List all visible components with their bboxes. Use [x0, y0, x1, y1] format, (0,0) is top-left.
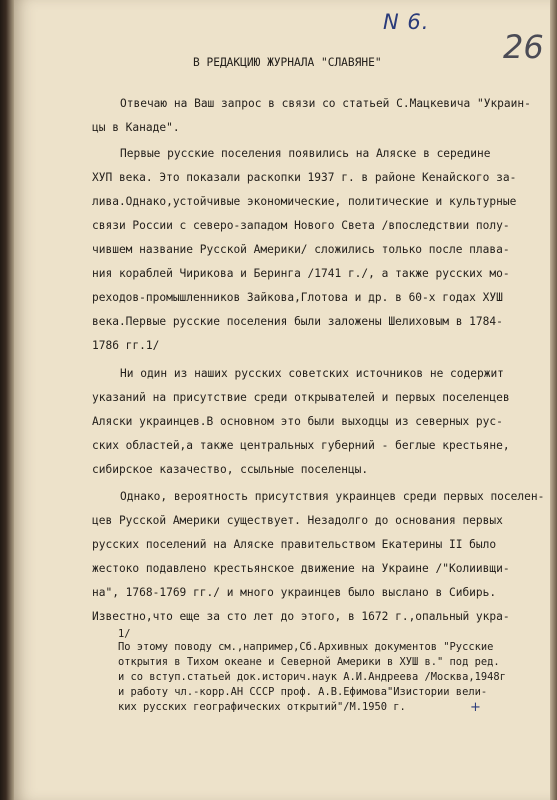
- body-line: жестоко подавлено крестьянское движение на Украине /"Колиивщи-: [92, 562, 510, 575]
- footnote-line: и работу чл.-корр.АН СССР проф. А.В.Ефимова"Изистории вели-: [118, 686, 488, 698]
- body-line: Известно,что еще за сто лет до этого, в 1672 г.,опальный укра-: [92, 610, 510, 623]
- body-line: цев Русской Америки существует. Незадолго до основания первых: [92, 514, 503, 527]
- footnote-line: открытия в Тихом океане и Северной Америки в ХУШ в." под ред.: [118, 656, 500, 668]
- body-line: Первые русские поселения появились на Аляске в середине: [120, 147, 491, 160]
- body-line: лива.Однако,устойчивые экономические, политические и культурные: [92, 195, 517, 208]
- footnote-line: и со вступ.статьей док.историч.наук А.И.Андреева /Москва,1948г: [118, 671, 506, 683]
- body-line: Однако, вероятность присутствия украинцев среди первых поселен-: [120, 490, 545, 503]
- handwritten-folio-number: 26: [503, 28, 544, 66]
- body-line: Аляски украинцев.В основном это были выходцы из северных рус-: [92, 415, 503, 428]
- handwritten-correction-mark: +: [470, 700, 481, 715]
- body-line: связи России с северо-западом Нового Света /впоследствии полу-: [92, 219, 510, 232]
- body-line: ХУП века. Это показали раскопки 1937 г. в районе Кенайского за-: [92, 171, 517, 184]
- body-line: ния кораблей Чирикова и Беринга /1741 г./, а также русских мо-: [92, 267, 510, 280]
- body-line: сибирское казачество, ссыльные поселенцы.: [92, 463, 369, 476]
- body-line: чившем название Русской Америки/ сложились только после плава-: [92, 243, 510, 256]
- footnote-marker: 1/: [118, 628, 131, 640]
- letter-heading: В РЕДАКЦИЮ ЖУРНАЛА "СЛАВЯНЕ": [193, 56, 382, 69]
- body-line: Ни один из наших русских советских источников не содержит: [120, 367, 504, 380]
- body-line: указаний на присутствие среди открывателей и первых поселенцев: [92, 391, 510, 404]
- body-line: ских областей,а также центральных губерний - беглые крестьяне,: [92, 439, 510, 452]
- body-line: цы в Канаде".: [92, 121, 180, 134]
- body-line: реходов-промышленников Зайкова,Глотова и др. в 60-х годах ХУШ: [92, 291, 503, 304]
- handwritten-page-number: N 6.: [383, 10, 430, 34]
- body-line: 1786 гг.1/: [92, 339, 160, 352]
- body-line: века.Первые русские поселения были заложены Шелиховым в 1784-: [92, 315, 503, 328]
- body-line: Отвечаю на Ваш запрос в связи со статьей С.Мацкевича "Украин-: [120, 97, 531, 110]
- footnote-line: ких русских географических открытий"/М.1950 г.: [118, 701, 406, 713]
- footnote-line: По этому поводу см.,например,Сб.Архивных документов "Русские: [118, 641, 494, 653]
- body-line: на", 1768-1769 гг./ и много украинцев было выслано в Сибирь.: [92, 586, 497, 599]
- body-line: русских поселений на Аляске правительством Екатерины II было: [92, 538, 497, 551]
